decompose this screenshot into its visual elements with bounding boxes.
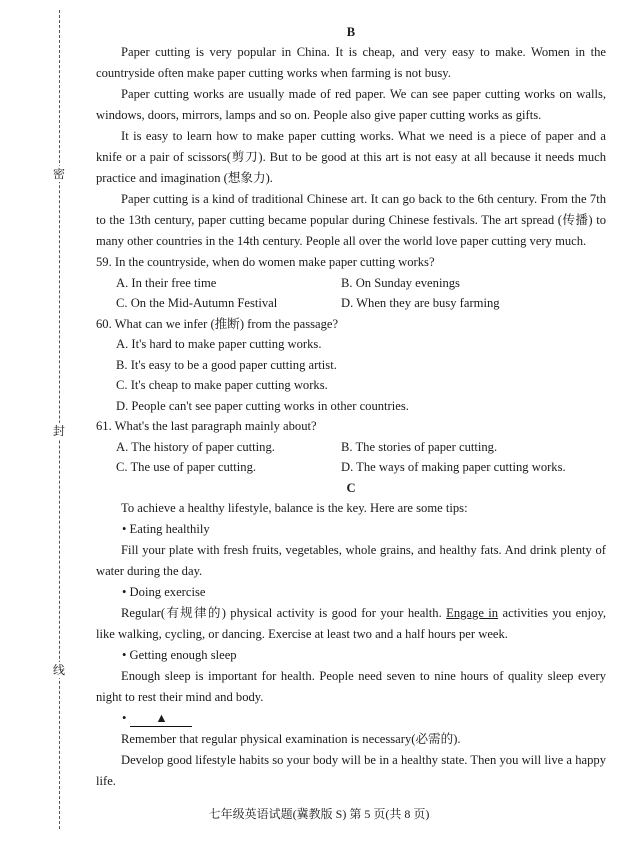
- tip-text: Fill your plate with fresh fruits, vegetables, whole grains, and healthy fats. And drink plenty of water during the day.: [96, 542, 606, 578]
- option-a: A. It's hard to make paper cutting works.: [116, 337, 322, 351]
- question-59-stem: 59. In the countryside, when do women make paper cutting works?: [96, 255, 435, 269]
- tip-title: • Getting enough sleep: [122, 647, 237, 662]
- option-b: B. The stories of paper cutting.: [341, 439, 498, 454]
- question-59-options: [96, 273, 606, 314]
- option-c: C. It's cheap to make paper cutting works.: [116, 378, 328, 392]
- question-61-options: [96, 437, 606, 478]
- binding-dashed-line: [59, 10, 60, 829]
- seal-char-feng: 封: [50, 423, 68, 439]
- tip-title: • Eating healthily: [122, 521, 210, 536]
- option-c: C. On the Mid-Autumn Festival: [116, 296, 278, 310]
- section-b-heading: B: [346, 25, 356, 39]
- passage-b-paragraph: Paper cutting is a kind of traditional Chinese art. It can go back to the 6th century. From the 7th to the 13th century, paper cutting became popular during Chinese festivals. The art spread (传播) to many other countries in the 14th century. People all over the world love paper cutting very much.: [96, 192, 606, 248]
- passage-c-closing: Develop good lifestyle habits so your body will be in a healthy state. Then you will live a happy life.: [96, 752, 606, 788]
- section-c-heading: C: [346, 480, 356, 495]
- option-a: A. In their free time: [116, 275, 217, 290]
- passage-b-paragraph: It is easy to learn how to make paper cutting works. What we need is a piece of paper and a knife or a pair of scissors(剪刀). But to be good at this art is not easy at all because it needs much practice and imagination (想象力).: [96, 129, 606, 185]
- option-b: B. On Sunday evenings: [341, 275, 460, 290]
- bullet: •: [122, 710, 127, 725]
- tip-text: Enough sleep is important for health. People need seven to nine hours of quality sleep every night to rest their mind and body.: [96, 668, 606, 704]
- passage-b-paragraph: Paper cutting is very popular in China. It is cheap, and very easy to make. Women in the countryside often make paper cutting works when farming is not busy.: [96, 45, 606, 80]
- page-content: [96, 22, 606, 792]
- question-60-options: [96, 334, 606, 416]
- tip-title: • Doing exercise: [122, 584, 206, 599]
- answer-blank-triangle: ▲: [130, 710, 192, 727]
- page-footer: 七年级英语试题(冀教版 S) 第 5 页(共 8 页): [208, 807, 430, 821]
- option-c: C. The use of paper cutting.: [116, 460, 257, 474]
- option-d: D. People can't see paper cutting works in other countries.: [116, 398, 409, 413]
- tip-blank-line: [96, 708, 606, 729]
- tip-text: [96, 603, 606, 645]
- passage-c-intro: To achieve a healthy lifestyle, balance is the key. Here are some tips:: [121, 500, 468, 515]
- seal-char-mi: 密: [50, 166, 68, 182]
- option-b: B. It's easy to be a good paper cutting artist.: [116, 357, 337, 372]
- option-a: A. The history of paper cutting.: [116, 439, 275, 454]
- question-60-stem: 60. What can we infer (推断) from the passage?: [96, 316, 339, 331]
- option-d: D. The ways of making paper cutting works.: [341, 460, 566, 474]
- seal-char-xian: 线: [50, 662, 68, 678]
- question-61-stem: 61. What's the last paragraph mainly about?: [96, 419, 317, 433]
- passage-b-paragraph: Paper cutting works are usually made of red paper. We can see paper cutting works on walls, windows, doors, mirrors, lamps and so on. People also give paper cutting works as gifts.: [96, 87, 606, 122]
- tip-text-part: Regular(有规律的) physical activity is good for your health.: [121, 605, 447, 620]
- underlined-phrase: Engage in: [446, 605, 499, 620]
- tip-text: Remember that regular physical examination is necessary(必需的).: [121, 731, 461, 746]
- tip-text-part: activities you enjoy, like walking, cycling, or dancing. Exercise at least two and a half hours per week.: [96, 605, 606, 641]
- option-d: D. When they are busy farming: [341, 296, 500, 310]
